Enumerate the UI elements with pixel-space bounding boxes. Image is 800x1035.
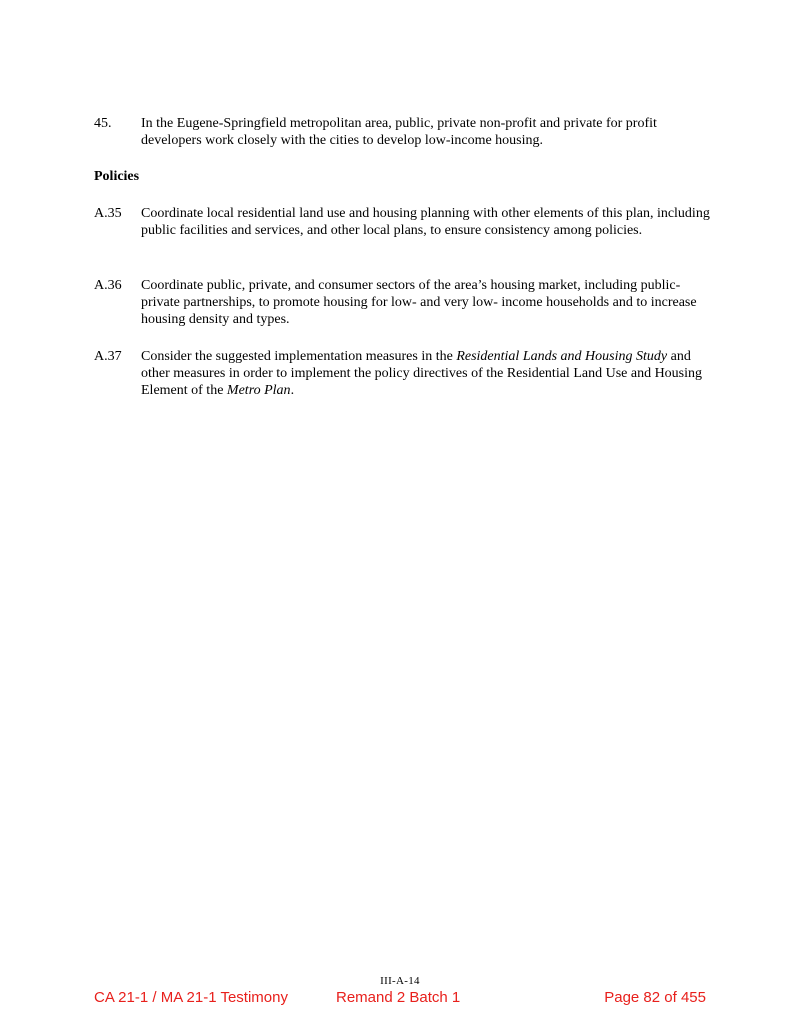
footer-stamp-right: Page 82 of 455 (604, 989, 706, 1006)
footer-stamp-left: CA 21-1 / MA 21-1 Testimony (94, 989, 288, 1006)
plan-title: Metro Plan (226, 383, 291, 398)
finding-number: 45. (94, 116, 112, 131)
policy-text-middle: and other measures in order to implement the policy directives of the Residential Land Use and Housing Element of the (141, 349, 703, 398)
study-title: Residential Lands and Housing Study (456, 349, 668, 364)
policy-a35 (94, 205, 714, 239)
policy-text-start: Consider the suggested implementation measures in the (141, 349, 457, 364)
policy-a37 (94, 348, 714, 399)
policy-a36 (94, 277, 714, 328)
finding-45 (94, 115, 714, 149)
policy-number: A.35 (94, 206, 122, 221)
page-number: III-A-14 (380, 975, 420, 987)
policy-text: Coordinate local residential land use and housing planning with other elements of this plan, including public facilities and services, and other local plans, to ensure consistency among policies. (141, 206, 710, 238)
policy-text (141, 348, 714, 399)
policy-text: Coordinate public, private, and consumer sectors of the area’s housing market, including public-private partnerships, to promote housing for low- and very low- income households and to increase housing density and types. (141, 278, 697, 327)
policies-heading: Policies (94, 169, 140, 184)
policy-number: A.36 (94, 278, 122, 293)
finding-text: In the Eugene-Springfield metropolitan area, public, private non-profit and private for profit developers work closely with the cities to develop low-income housing. (141, 116, 657, 148)
policy-number: A.37 (94, 349, 122, 364)
footer-stamp-middle: Remand 2 Batch 1 (336, 989, 461, 1006)
policy-text-end: . (290, 383, 295, 398)
